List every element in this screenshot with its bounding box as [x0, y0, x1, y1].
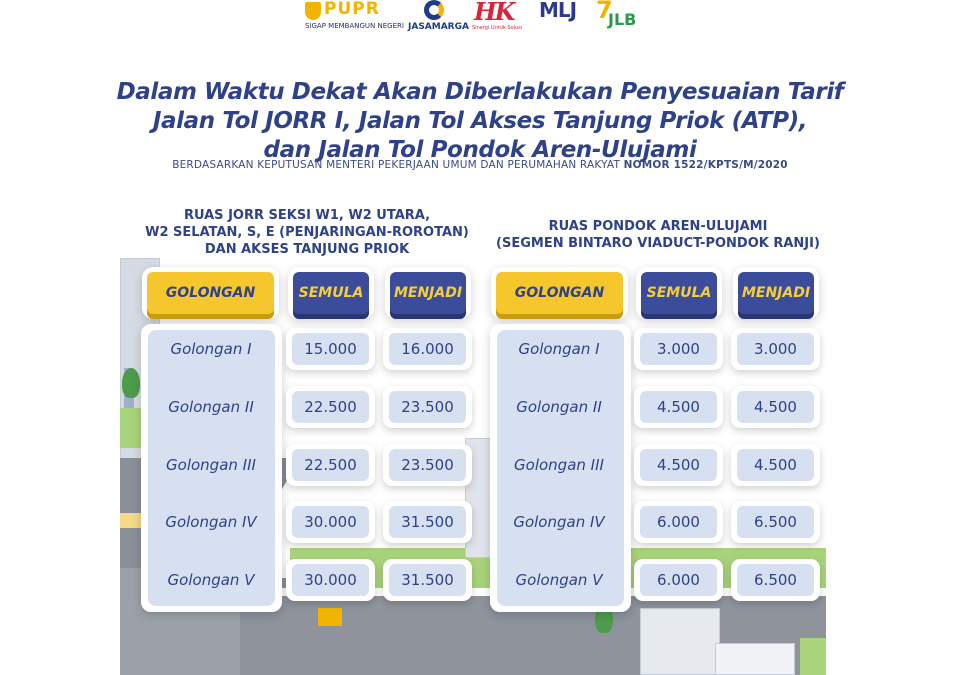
- right-golongan-label: Golongan II: [516, 398, 602, 416]
- right-semula-cell: 3.000: [634, 328, 723, 370]
- left-menjadi-cell: 23.500: [383, 444, 472, 486]
- jasamarga-logo: JASAMARGA: [408, 0, 464, 34]
- right-header-golongan: GOLONGAN: [496, 272, 623, 314]
- left-menjadi-cell: 31.500: [383, 559, 472, 601]
- right-menjadi-cell: 4.500: [731, 444, 820, 486]
- page-title: Dalam Waktu Dekat Akan Diberlakukan Penyesuaian Tarif Jalan Tol JORR I, Jalan Tol Akses Tanjung Priok (ATP), dan Jalan Tol Pondok Aren-Ulujami: [116, 79, 844, 163]
- left-golongan-label: Golongan III: [166, 456, 256, 474]
- right-menjadi-cell: 6.500: [731, 559, 820, 601]
- right-semula-cell: 4.500: [634, 386, 723, 428]
- left-semula-cell: 22.500: [286, 444, 375, 486]
- left-header-golongan: GOLONGAN: [147, 272, 274, 314]
- right-menjadi-cell: 3.000: [731, 328, 820, 370]
- right-semula-cell: 6.000: [634, 501, 723, 543]
- jlb-seven-icon: 7: [596, 0, 613, 24]
- right-menjadi-cell: 4.500: [731, 386, 820, 428]
- left-menjadi-cell: 23.500: [383, 386, 472, 428]
- left-semula-cell: 30.000: [286, 501, 375, 543]
- right-golongan-label: Golongan I: [518, 340, 600, 358]
- right-golongan-label: Golongan III: [514, 456, 604, 474]
- jlb-logo: 7 JLB: [596, 0, 646, 34]
- right-section-title: RUAS PONDOK AREN-ULUJAMI (SEGMEN BINTARO VIADUCT-PONDOK RANJI): [496, 219, 820, 251]
- left-semula-cell: 30.000: [286, 559, 375, 601]
- left-header-menjadi: MENJADI: [390, 272, 466, 314]
- hk-logo: HK Sinergi Untuk Solusi: [472, 0, 523, 31]
- left-menjadi-cell: 31.500: [383, 501, 472, 543]
- left-semula-cell: 15.000: [286, 328, 375, 370]
- right-semula-cell: 6.000: [634, 559, 723, 601]
- right-golongan-label: Golongan V: [515, 571, 603, 589]
- pupr-emblem-icon: [305, 2, 321, 20]
- decree-reference: BERDASARKAN KEPUTUSAN MENTERI PEKERJAAN UMUM DAN PERUMAHAN RAKYAT NOMOR 1522/KPTS/M/2020: [172, 159, 788, 171]
- mlj-logo: MLJ: [539, 0, 577, 22]
- left-golongan-label: Golongan II: [168, 398, 254, 416]
- right-semula-cell: 4.500: [634, 444, 723, 486]
- left-golongan-label: Golongan I: [170, 340, 252, 358]
- pupr-logo: PUPR SIGAP MEMBANGUN NEGERI: [305, 0, 404, 30]
- left-golongan-label: Golongan IV: [165, 513, 257, 531]
- left-header-semula: SEMULA: [293, 272, 369, 314]
- right-golongan-label: Golongan IV: [513, 513, 605, 531]
- left-section-title: RUAS JORR SEKSI W1, W2 UTARA, W2 SELATAN, S, E (PENJARINGAN-ROROTAN) DAN AKSES TANJUNG PRIOK: [145, 208, 469, 257]
- logo-bar: [300, 0, 645, 36]
- right-menjadi-cell: 6.500: [731, 501, 820, 543]
- right-header-semula: SEMULA: [641, 272, 717, 314]
- jasamarga-emblem-icon: [424, 0, 444, 20]
- left-menjadi-cell: 16.000: [383, 328, 472, 370]
- left-semula-cell: 22.500: [286, 386, 375, 428]
- right-header-menjadi: MENJADI: [738, 272, 814, 314]
- left-golongan-label: Golongan V: [167, 571, 255, 589]
